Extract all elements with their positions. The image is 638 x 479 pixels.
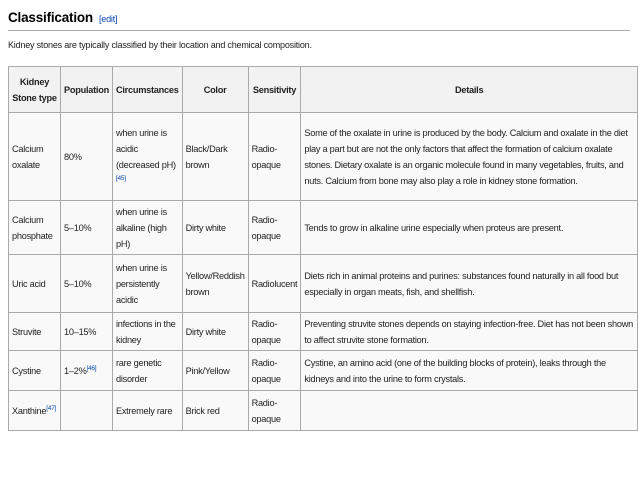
- sensitivity-cell: [248, 391, 301, 431]
- stone-type-cell-text: Cystine: [12, 365, 41, 376]
- stone-type-cell-text: Calcium phosphate: [12, 214, 53, 241]
- population-cell: [60, 313, 112, 351]
- table-row: [9, 391, 638, 431]
- citation-link[interactable]: [46]: [86, 364, 97, 372]
- population-cell: [60, 351, 112, 391]
- column-header: Circumstances: [112, 67, 182, 113]
- circumstances-cell-text: when urine is alkaline (high pH): [115, 206, 167, 249]
- details-cell-text: Preventing struvite stones depends on staying infection-free. Diet has not been shown to affect struvite stone formation.: [304, 318, 633, 345]
- stone-type-cell: [9, 313, 61, 351]
- table-row: [9, 113, 638, 201]
- citation-link[interactable]: [47]: [46, 404, 57, 412]
- column-header: Sensitivity: [248, 67, 301, 113]
- color-cell-text: Dirty white: [185, 222, 226, 233]
- sensitivity-cell-text: Radio-opaque: [251, 357, 281, 384]
- stone-type-cell: [9, 391, 61, 431]
- circumstances-cell-text: infections in the kidney: [115, 318, 176, 345]
- table-row: [9, 201, 638, 255]
- details-cell-text: Diets rich in animal proteins and purines: substances found naturally in all food but especially in organ meats, fish, and shellfish.: [304, 270, 619, 297]
- stone-type-cell: [9, 351, 61, 391]
- heading-divider: [8, 30, 630, 31]
- sensitivity-cell: [248, 313, 301, 351]
- sensitivity-cell: [248, 255, 301, 313]
- details-cell: [301, 201, 638, 255]
- details-cell: [301, 391, 638, 431]
- circumstances-cell: [112, 351, 182, 391]
- details-cell: [301, 351, 638, 391]
- details-cell: [301, 313, 638, 351]
- details-cell-text: Some of the oxalate in urine is produced by the body. Calcium and oxalate in the diet play a part but are not the only factors that affect the formation of calcium oxalate stones. Dietary oxalate is an organic molecule found in many vegetables, fruits, and nuts. Calcium from bone may also play a role in kidney stone formation.: [304, 127, 628, 186]
- population-cell-text: 80%: [63, 151, 82, 162]
- sensitivity-cell: [248, 351, 301, 391]
- stone-type-cell: [9, 255, 61, 313]
- stone-type-cell-text: Calcium oxalate: [12, 143, 44, 170]
- color-cell: [182, 201, 248, 255]
- circumstances-cell: [112, 391, 182, 431]
- circumstances-cell: [112, 113, 182, 201]
- circumstances-cell: [112, 255, 182, 313]
- color-cell: [182, 351, 248, 391]
- color-cell-text: Black/Dark brown: [185, 143, 228, 170]
- citation-link[interactable]: [45]: [115, 174, 126, 182]
- edit-link[interactable]: [edit]: [98, 14, 118, 24]
- stone-type-cell-text: Struvite: [12, 326, 42, 337]
- column-header: Kidney Stone type: [9, 67, 61, 113]
- population-cell: [60, 255, 112, 313]
- stone-type-cell: [9, 201, 61, 255]
- sensitivity-cell-text: Radio-opaque: [251, 318, 281, 345]
- color-cell-text: Brick red: [185, 405, 220, 416]
- stone-type-cell-text: Xanthine: [12, 405, 47, 416]
- stone-type-cell: [9, 113, 61, 201]
- color-cell: [182, 313, 248, 351]
- section-title: Classification: [8, 10, 93, 25]
- population-cell: [60, 391, 112, 431]
- population-cell: [60, 113, 112, 201]
- stone-type-cell-text: Uric acid: [12, 278, 46, 289]
- details-cell-text: Tends to grow in alkaline urine especially when proteus are present.: [304, 222, 564, 233]
- color-cell: [182, 391, 248, 431]
- column-header: Color: [182, 67, 248, 113]
- color-cell-text: Yellow/Reddish brown: [185, 270, 245, 297]
- kidney-stone-table: [8, 66, 638, 431]
- circumstances-cell: [112, 201, 182, 255]
- intro-text: Kidney stones are typically classified by their location and chemical composition.: [8, 40, 312, 50]
- population-cell-text: 5–10%: [63, 222, 92, 233]
- circumstances-cell-text: rare genetic disorder: [115, 357, 162, 384]
- details-cell: [301, 255, 638, 313]
- circumstances-cell-text: Extremely rare: [115, 405, 173, 416]
- color-cell-text: Dirty white: [185, 326, 226, 337]
- color-cell-text: Pink/Yellow: [185, 365, 230, 376]
- table-row: [9, 351, 638, 391]
- table-header-row: [9, 67, 638, 113]
- details-cell: [301, 113, 638, 201]
- population-cell: [60, 201, 112, 255]
- section-heading: [8, 10, 117, 25]
- circumstances-cell-text: when urine is acidic (decreased pH): [115, 127, 176, 170]
- color-cell: [182, 255, 248, 313]
- color-cell: [182, 113, 248, 201]
- details-cell-text: Cystine, an amino acid (one of the building blocks of protein), leaks through the kidneys and into the urine to form crystals.: [304, 357, 606, 384]
- column-header: Population: [60, 67, 112, 113]
- table-row: [9, 313, 638, 351]
- population-cell-text: 5–10%: [63, 278, 92, 289]
- circumstances-cell-text: when urine is persistently acidic: [115, 262, 167, 305]
- sensitivity-cell: [248, 113, 301, 201]
- sensitivity-cell-text: Radio-opaque: [251, 143, 281, 170]
- sensitivity-cell: [248, 201, 301, 255]
- column-header: Details: [301, 67, 638, 113]
- table-row: [9, 255, 638, 313]
- sensitivity-cell-text: Radiolucent: [251, 278, 298, 289]
- population-cell-text: 1–2%: [63, 365, 87, 376]
- circumstances-cell: [112, 313, 182, 351]
- sensitivity-cell-text: Radio-opaque: [251, 214, 281, 241]
- population-cell-text: 10–15%: [63, 326, 97, 337]
- sensitivity-cell-text: Radio-opaque: [251, 397, 281, 424]
